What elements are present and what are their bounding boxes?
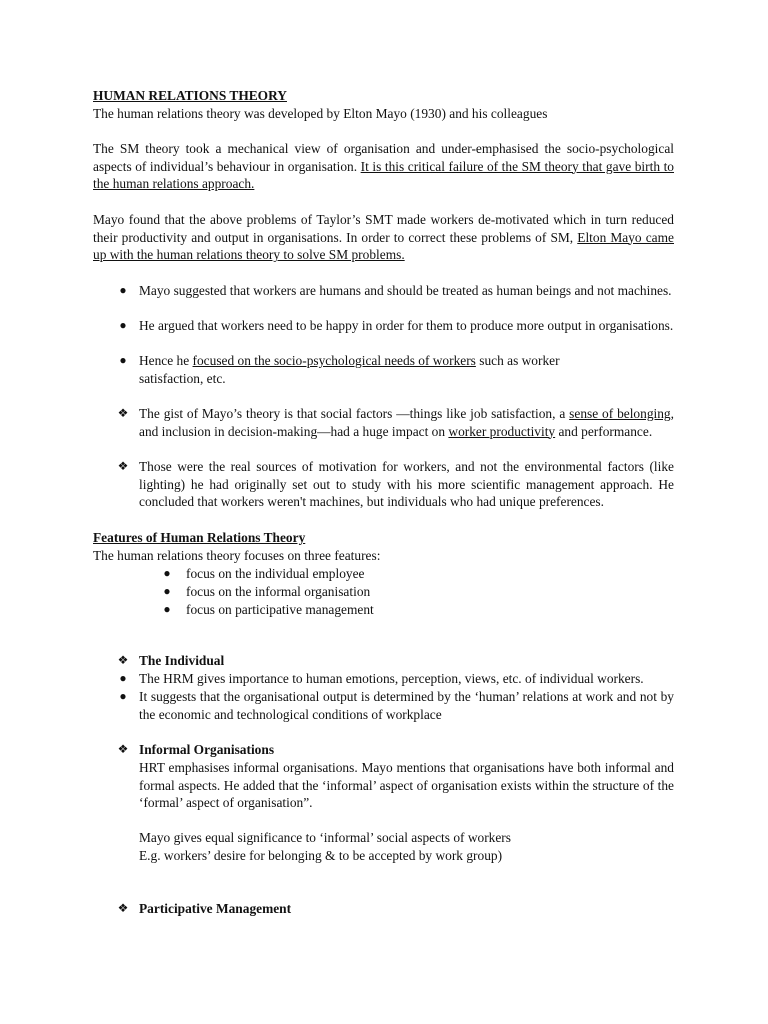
diamond-marker: ❖ [117,901,129,915]
bullet-item [139,352,674,370]
feature-item: focus on the informal organisation [186,584,371,599]
bullet-item-continuation: satisfaction, etc. [139,371,226,386]
diamond1-c: and performance. [555,423,653,439]
feature-item: focus on the individual employee [186,566,365,581]
bullet3-underlined: focused on the socio-psychological needs of workers [192,353,476,368]
individual-point: It suggests that the organisational output is determined by the ‘human’ relations at work and not by the economic and technological conditions of workplace [139,689,674,722]
bullet3-pre: Hence he [139,353,193,368]
paragraph-sm-theory [93,140,674,193]
participative-heading: Participative Management [139,901,292,916]
bullet-marker: ● [119,671,127,685]
diamond1-b: , and inclusion in decision-making—had a huge impact on [139,406,674,439]
features-heading: Features of Human Relations Theory [93,530,306,545]
bullet-marker: ● [119,318,127,332]
para2-underlined: Elton Mayo came up with the human relations theory to solve SM problems. [93,229,674,263]
diamond-item-motivation: Those were the real sources of motivation for workers, and not the environmental factors (like lighting) he had originally set out to study with his more scientific management approach. He concluded that workers weren't machines, but individuals who had unique preferences. [139,459,674,510]
para2-text: Mayo found that the above problems of Taylor’s SMT made workers de-motivated which in turn reduced their productivity and output in organisations. In order to correct these problems of SM, [93,212,674,245]
bullet3-post: such as worker [475,353,560,368]
bullet-marker: ● [119,353,127,367]
intro-text: The human relations theory was developed by Elton Mayo (1930) and his colleagues [93,106,548,121]
informal-line: E.g. workers’ desire for belonging & to be accepted by work group) [139,848,503,863]
features-intro: The human relations theory focuses on three features: [93,548,381,563]
bullet-marker: ● [119,283,127,297]
document-title: HUMAN RELATIONS THEORY [93,88,287,103]
diamond-marker: ❖ [117,653,129,667]
diamond-item-gist [139,405,674,440]
individual-point: The HRM gives importance to human emotions, perception, views, etc. of individual workers. [139,671,644,686]
bullet-item: He argued that workers need to be happy in order for them to produce more output in organisations. [139,318,674,333]
feature-item: focus on participative management [186,602,374,617]
diamond1-a: The gist of Mayo’s theory is that social factors —things like job satisfaction, a [139,406,570,421]
worker-productivity: worker productivity [448,423,556,439]
diamond-marker: ❖ [117,459,129,473]
bullet-marker: ● [163,602,171,616]
individual-heading: The Individual [139,653,225,668]
informal-text: HRT emphasises informal organisations. Mayo mentions that organisations have both informal and formal aspects. He added that the ‘informal’ aspect of organisation exists within the structure of the ‘formal’ aspect of organisation”. [139,760,674,811]
bullet-marker: ● [163,584,171,598]
sense-of-belonging: sense of belonging [569,406,671,421]
para1-text: The SM theory took a mechanical view of organisation and under-emphasised the socio-psychological aspects of individual’s behaviour in organisation. [93,141,674,174]
paragraph-mayo [93,211,674,264]
para1-underlined: It is this critical failure of the SM theory that gave birth to the human relations approach. [93,158,674,192]
diamond-marker: ❖ [117,406,129,420]
informal-heading: Informal Organisations [139,742,275,757]
bullet-item: Mayo suggested that workers are humans and should be treated as human beings and not machines. [139,283,672,298]
bullet-marker: ● [119,689,127,703]
informal-line: Mayo gives equal significance to ‘informal’ social aspects of workers [139,830,511,845]
bullet-marker: ● [163,566,171,580]
diamond-marker: ❖ [117,742,129,756]
